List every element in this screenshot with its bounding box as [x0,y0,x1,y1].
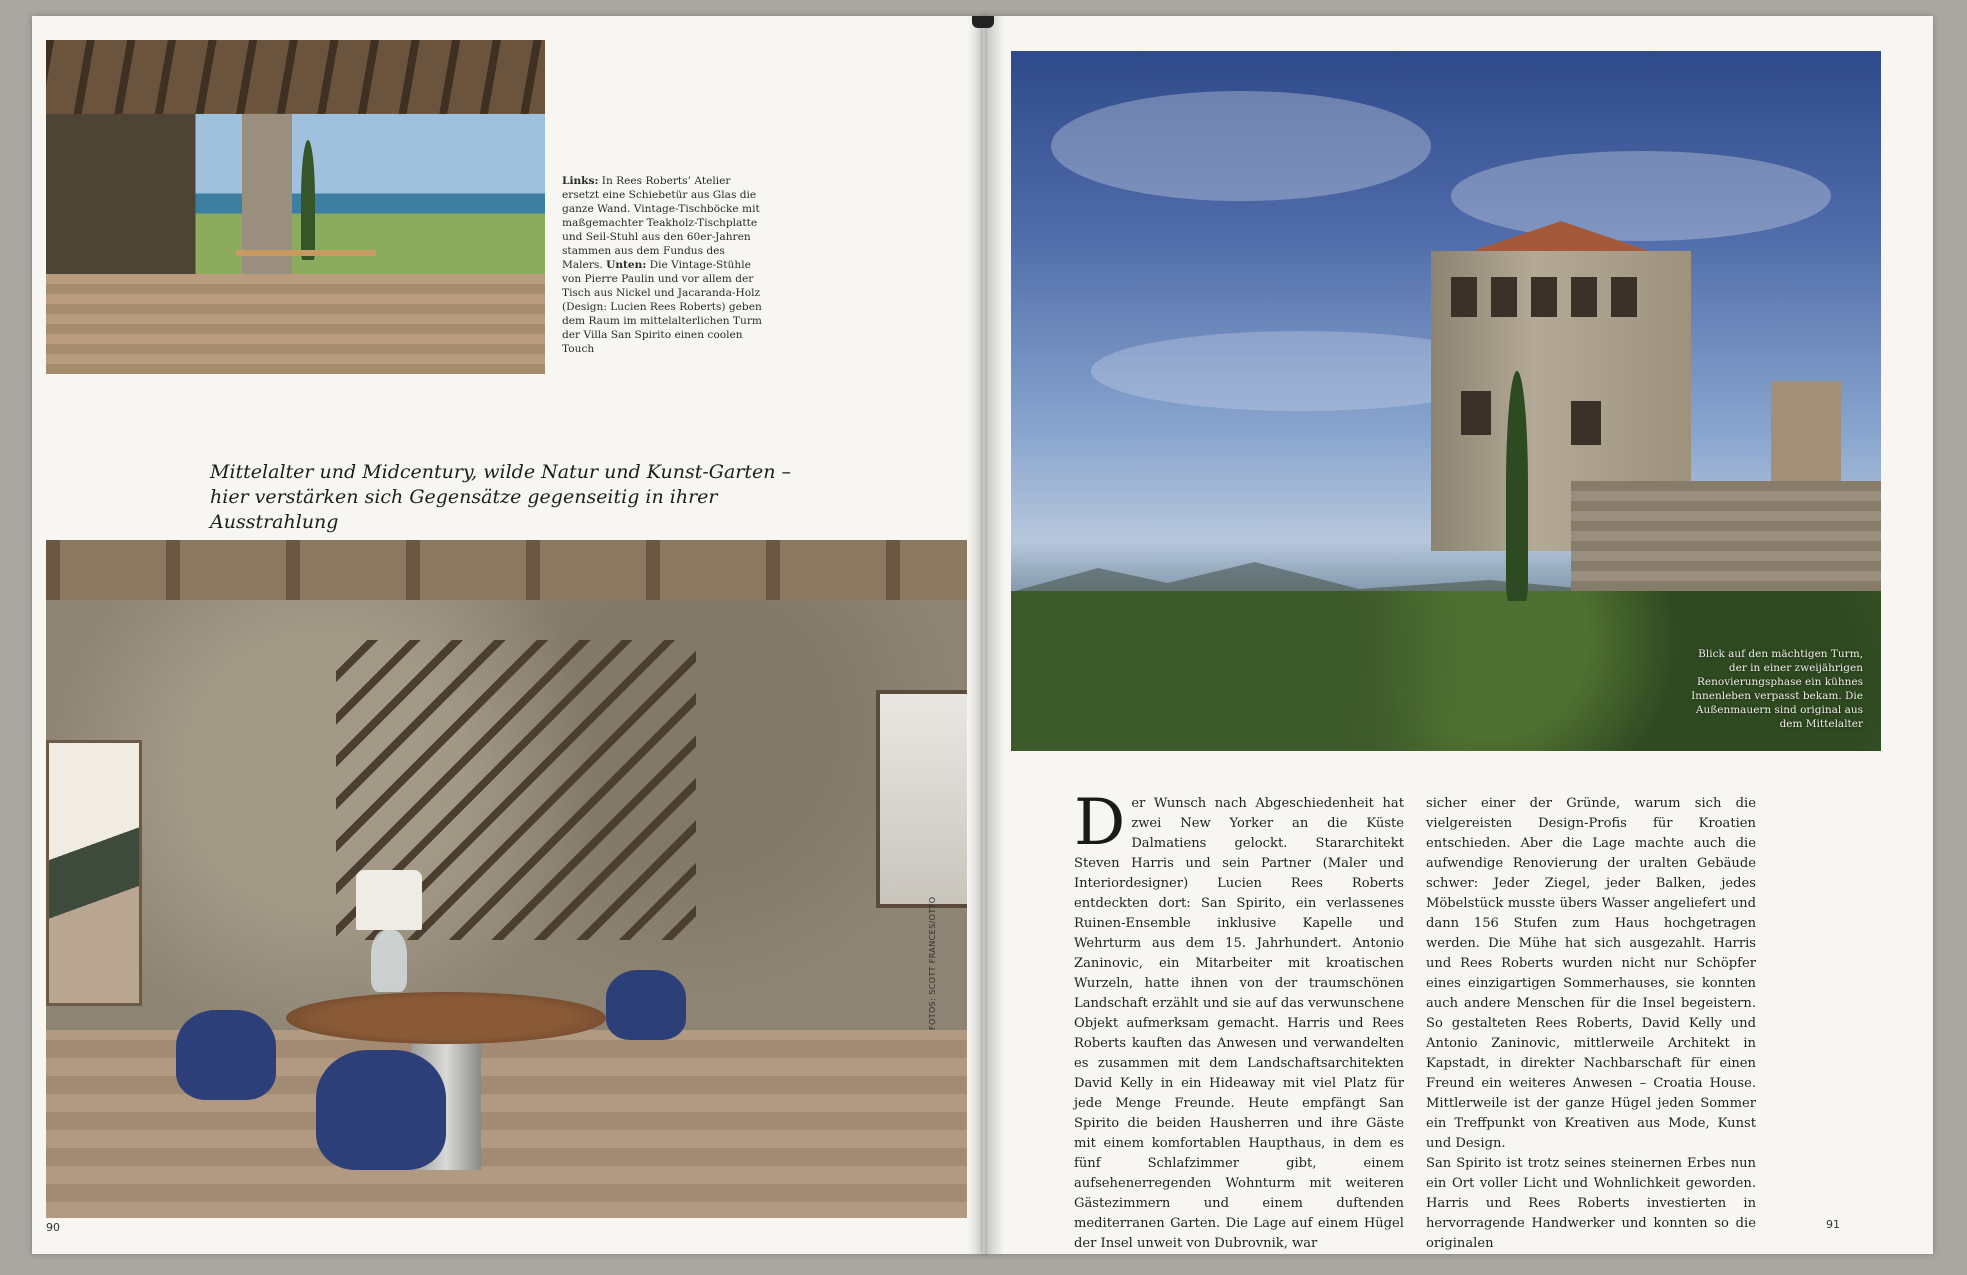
article-paragraph [1074,786,1404,1254]
interior-ceiling [46,540,967,600]
tower-window [1611,277,1637,317]
cloud [1451,151,1831,241]
article-column-1 [1074,786,1404,1254]
atelier-photo [46,40,545,374]
atelier-table [236,250,376,256]
pull-quote-line-1: Mittelalter und Midcentury, wilde Natur und Kunst-Garten – [210,461,792,483]
tower-window [1491,277,1517,317]
round-table-top [286,992,606,1044]
caption-links-label: Links: [562,175,599,187]
article-column-2 [1426,794,1756,1254]
tower-window [1571,401,1601,445]
chapel [1771,381,1841,481]
cypress-tree [1506,371,1528,601]
page-number-right: 91 [1826,1218,1840,1231]
blue-chair [316,1050,446,1170]
drop-cap: D [1074,786,1126,860]
photo-credit: FOTOS: SCOTT FRANCES/OTTO [928,896,937,1030]
tower-window [1531,277,1557,317]
binding-spine [972,16,994,28]
tower-window [1571,277,1597,317]
stone-wall [1571,481,1881,601]
atelier-ceiling-beams [46,40,545,114]
atelier-cypress-tree [301,140,315,260]
tower-window [1451,277,1477,317]
cloud [1051,91,1431,201]
pull-quote-line-2: hier verstärken sich Gegensätze gegenseitig in ihrer Ausstrahlung [210,486,718,533]
interior-window [876,690,967,908]
atelier-caption [562,174,762,356]
article-paragraph: sicher einer der Gründe, warum sich die vielgereisten Design-Profis für Kroatien entschieden. Aber die Lage machte auch die aufwendige Renovierung der uralten Gebäude schwer: Jeder Ziegel, jeder Balken, jedes Möbelstück musste übers Wasser angeliefert und dann 156 Stufen zum Haus hochgetragen werden. Die Mühe hat sich ausgezahlt. Harris und Rees Roberts wurden nicht nur Schöpfer eines einzigartigen Sommerhauses, sie konnten auch andere Menschen für die Insel begeistern. So gestalteten Rees Roberts, David Kelly und Antonio Zaninovic, mittlerweile Architekt in Kapstadt, in direkter Nachbarschaft für einen Freund ein weiteres Anwesen – Croatia House. Mittlerweile ist der ganze Hügel jeden Sommer ein Treffpunkt von Kreativen aus Mode, Kunst und Design. [1426,796,1756,1151]
tower-window [1461,391,1491,435]
tower-caption: Blick auf den mächtigen Turm, der in einer zweijährigen Renovierungsphase ein kühnes Innenleben verpasst bekam. Die Außenmauern sind original aus dem Mittelalter [1691,648,1863,730]
blue-chair [176,1010,276,1100]
page-number-left: 90 [46,1221,60,1234]
article-column-1-text: er Wunsch nach Abgeschiedenheit hat zwei New Yorker an die Küste Dalmatiens gelockt. Stararchitekt Steven Harris und sein Partner (Maler und Interiordesigner) Lucien Rees Roberts entdeckten dort: San Spirito, ein verlassenes Ruinen-Ensemble inklusive Kapelle und Wehrturm aus dem 15. Jahrhundert. Antonio Zaninovic, ein Mitarbeiter mit kroatischen Wurzeln, hatte ihnen von der traumschönen Landschaft erzählt und sie auf das verwunschene Objekt aufmerksam gemacht. Harris und Rees Roberts kauften das Anwesen und verwandelten es zusammen mit dem Landschaftsarchitekten David Kelly in ein Hideaway mit viel Platz für jede Menge Freunde. Heute empfängt San Spirito die beiden Hausherren und ihre Gäste mit einem komfortablen Haupthaus, in dem es fünf Schlafzimmer gibt, einem aufsehenerregenden Wohnturm mit weiteren Gästezimmern und einem duftenden mediterranen Garten. Die Lage auf einem Hügel der Insel unweit von Dubrovnik, war [1074,796,1404,1251]
blue-chair [606,970,686,1040]
table-lamp-base [371,930,407,992]
interior-photo [46,540,967,1218]
article-paragraph: San Spirito ist trotz seines steinernen Erbes nun ein Ort voller Licht und Wohnlichkeit geworden. Harris und Rees Roberts investierten in hervorragende Handwerker und konnten so die originalen [1426,1156,1756,1251]
caption-unten-text: Die Vintage-Stühle von Pierre Paulin und vor allem der Tisch aus Nickel und Jacaranda-Holz (Design: Lucien Rees Roberts) geben dem Raum im mittelalterlichen Turm der Villa San Spirito einen coolen Touch [562,259,762,355]
atelier-floor [46,274,545,374]
interior-painting [46,740,142,1006]
tower-photo [1011,51,1881,751]
caption-unten-label: Unten: [606,259,647,271]
pull-quote [210,460,850,535]
table-lamp-shade [356,870,422,930]
caption-links-text: In Rees Roberts’ Atelier ersetzt eine Schiebetür aus Glas die ganze Wand. Vintage-Tischböcke mit maßgemachter Teakholz-Tischplatte und Seil-Stuhl aus den 60er-Jahren stammen aus dem Fundus des Malers. [562,175,760,271]
